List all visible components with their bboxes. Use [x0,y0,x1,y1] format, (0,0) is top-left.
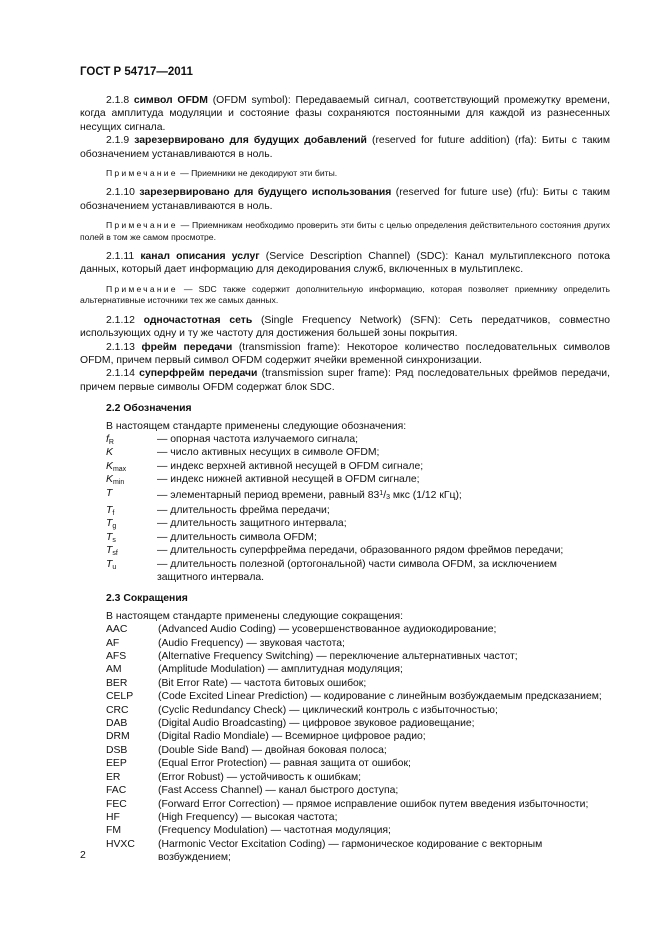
abbreviation-expansion: (Digital Audio Broadcasting) — цифровое звуковое радиовещание; [158,718,475,730]
abbreviation-row [80,784,610,797]
abbreviation-key: DSB [106,744,128,756]
note-1: Примечание — Приемники не декодируют эти биты. [106,168,338,179]
abbreviation-key: AFS [106,651,127,663]
abbreviation-key: EEP [106,758,127,770]
note-3: Примечание — SDC также содержит дополнительную информацию, которая позволяет приемнику определить альтернативные источники тех же самых данных. [80,283,610,306]
abbreviation-key: AM [106,664,122,676]
abbreviation-key: CELP [106,691,134,703]
definition-2-1-9: 2.1.9 зарезервировано для будущих добавлений (reserved for future addition) (rfa): Биты с таким обозначением устанавливаются в ноль. [80,135,611,160]
abbreviation-row [80,690,610,703]
abbreviation-row [80,757,610,770]
symbol-row: K — число активных несущих в символе OFDM; [106,447,380,459]
abbreviation-key: AAC [106,624,128,636]
symbol-row: $T_{sf}$ — длительность суперфрейма передачи, образованного рядом фреймов передачи; [106,545,564,558]
definition-2-1-11: 2.1.11 канал описания услуг (Service Description Channel) (SDC): Канал мультиплексного потока данных, который дает информацию для декодирования служб, включенных в мультиплекс. [80,251,611,276]
symbol-row: $K_{max}$ — индекс верхней активной несущей в OFDM сигнале; [106,460,424,473]
abbreviation-key: ER [106,771,121,783]
abbreviation-list [80,623,610,864]
symbol-row: $T_u$ — длительность полезной (ортогональной) части символа OFDM, за исключением защитного интервала. [106,558,557,583]
definition-2-1-8: 2.1.8 символ OFDM (OFDM symbol): Передаваемый сигнал, соответствующий промежутку времени, когда амплитуда модуляции и состояние фазы сохраняются постоянными для каждой из разнесенных несущих сигнала. [80,95,610,133]
abbreviations-intro: В настоящем стандарте применены следующие сокращения: [106,610,403,622]
abbreviation-key: DRM [106,731,130,743]
section-heading-abbreviations: 2.3 Сокращения [106,593,188,605]
abbreviation-expansion: (Harmonic Vector Excitation Coding) — гармоническое кодирование с векторным возбуждением; [158,838,543,864]
abbreviation-expansion: (Frequency Modulation) — частотная модуляция; [158,825,391,837]
abbreviation-expansion: (Double Side Band) — двойная боковая полоса; [158,744,387,756]
abbreviation-key: FAC [106,785,127,797]
abbreviation-expansion: (Code Excited Linear Prediction) — кодирование с линейным возбуждаемым предсказанием; [158,691,602,703]
abbreviation-expansion: (Forward Error Correction) — прямое исправление ошибок путем введения избыточности; [158,798,589,810]
abbreviation-row [80,798,610,811]
abbreviation-expansion: (Advanced Audio Coding) — усовершенствованное аудиокодирование; [158,624,497,636]
abbreviation-row [80,824,610,837]
abbreviation-row [80,663,610,676]
abbreviation-key: FM [106,825,122,837]
abbreviation-row [80,838,610,865]
section-heading-symbols: 2.2 Обозначения [106,403,192,415]
symbol-row: $T_s$ — длительность символа OFDM; [106,531,317,544]
abbreviation-expansion: (Bit Error Rate) — частота битовых ошибок; [158,677,367,689]
note-2: Примечание — Приемникам необходимо проверить эти биты с целью определения действительного состояния других полей в том же самом просмотре. [80,220,610,242]
abbreviation-row [80,637,610,650]
abbreviation-key: HF [106,811,120,823]
symbol-row: T — элементарный период времени, равный $83^1/_3$ мкс (1/12 кГц); [106,487,462,501]
page-content [80,94,610,865]
symbol-row: $K_{min}$ — индекс нижней активной несущей в OFDM сигнале; [106,474,420,487]
symbols-intro: В настоящем стандарте применены следующие обозначения: [106,420,407,432]
definition-2-1-14: 2.1.14 суперфрейм передачи (transmission super frame): Ряд последовательных фреймов передачи, причем первые символы OFDM содержат блок SDC. [80,368,610,393]
definition-2-1-10: 2.1.10 зарезервировано для будущего использования (reserved for future use) (rfu): Биты с таким обозначением устанавливаются в ноль. [80,187,610,212]
abbreviation-row [80,717,610,730]
abbreviation-key: DAB [106,718,128,730]
abbreviation-expansion: (Error Robust) — устойчивость к ошибкам; [158,771,362,783]
abbreviation-key: CRC [106,704,129,716]
abbreviation-row [80,811,610,824]
abbreviation-row [80,744,610,757]
abbreviation-expansion: (Alternative Frequency Switching) — переключение альтернативных частот; [158,651,518,663]
symbol-row: $T_g$ — длительность защитного интервала; [106,518,347,531]
abbreviation-row [80,771,610,784]
abbreviation-row [80,650,610,663]
abbreviation-expansion: (High Frequency) — высокая частота; [158,811,338,823]
definition-2-1-13: 2.1.13 фрейм передачи (transmission frame): Некоторое количество последовательных символов OFDM, причем первый символ OFDM содержит ячейки временной синхронизации. [80,341,610,366]
abbreviation-row [80,704,610,717]
abbreviation-expansion: (Equal Error Protection) — равная защита от ошибок; [158,758,411,770]
symbol-row: $T_f$ — длительность фрейма передачи; [106,504,330,517]
abbreviation-key: HVXC [106,838,135,850]
definition-2-1-12: 2.1.12 одночастотная сеть (Single Frequency Network) (SFN): Сеть передатчиков, совместно использующих одну и ту же частоту для достижения большей зоны покрытия. [80,314,610,340]
abbreviation-key: FEC [106,798,127,810]
abbreviation-row [80,623,610,636]
page-number: 2 [80,850,86,861]
abbreviation-expansion: (Audio Frequency) — звуковая частота; [158,637,345,649]
abbreviation-row [80,677,610,690]
abbreviation-row [80,730,610,743]
abbreviation-expansion: (Digital Radio Mondiale) — Всемирное цифровое радио; [158,731,426,743]
abbreviation-expansion: (Cyclic Redundancy Check) — циклический контроль с избыточностью; [158,704,498,716]
abbreviation-key: AF [106,637,120,649]
abbreviation-expansion: (Fast Access Channel) — канал быстрого доступа; [158,785,399,797]
symbol-row: $f_R$ — опорная частота излучаемого сигнала; [106,433,359,446]
running-header: ГОСТ Р 54717—2011 [80,66,193,78]
abbreviation-key: BER [106,677,128,689]
abbreviation-expansion: (Amplitude Modulation) — амплитудная модуляция; [158,664,403,676]
